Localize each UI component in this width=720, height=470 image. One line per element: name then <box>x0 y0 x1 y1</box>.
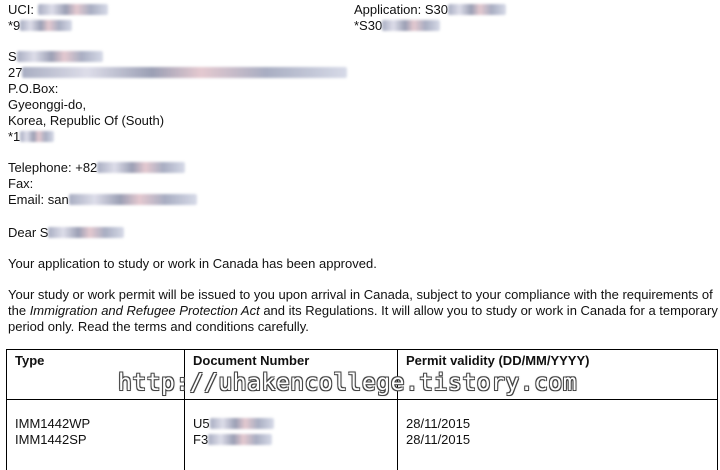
validity-wp: 28/11/2015 <box>406 416 471 431</box>
greeting-text: Dear S <box>8 225 49 240</box>
address-name: S <box>8 49 17 64</box>
redacted-greeting-name <box>48 227 124 238</box>
blog-watermark: http://uhakencollege.tistory.com <box>118 370 578 396</box>
permit-table <box>6 349 718 470</box>
types-cell <box>7 400 185 470</box>
uci-starred: *9 <box>8 18 21 33</box>
mailing-address <box>8 49 347 145</box>
redacted-street <box>22 67 347 78</box>
doc-number-sp: F3 <box>193 432 209 447</box>
redacted-doc-number-sp <box>208 434 272 445</box>
redacted-postal <box>20 131 54 142</box>
address-province: Gyeonggi-do, <box>8 97 87 112</box>
contact-block <box>8 160 197 208</box>
address-country: Korea, Republic Of (South) <box>8 113 165 128</box>
application-starred: *S30 <box>354 18 383 33</box>
approval-paragraph: Your application to study or work in Canada has been approved. <box>8 256 377 271</box>
redacted-application-starred <box>382 20 440 31</box>
application-block <box>354 2 506 34</box>
redacted-uci <box>38 4 108 15</box>
validity-sp: 28/11/2015 <box>406 432 471 447</box>
redacted-name <box>17 51 103 62</box>
address-street: 27 <box>8 65 23 80</box>
header-type: Type <box>7 350 185 400</box>
header-permit-validity: Permit validity (DD/MM/YYYY) <box>398 350 718 400</box>
redacted-doc-number-wp <box>210 418 274 429</box>
uci-label: UCI: <box>8 2 34 17</box>
conditions-paragraph <box>8 287 718 335</box>
redacted-telephone <box>97 162 185 173</box>
act-name: Immigration and Refugee Protection Act <box>29 303 260 318</box>
doc-number-wp: U5 <box>193 416 210 431</box>
address-po-box: P.O.Box: <box>8 81 59 96</box>
redacted-uci-starred <box>20 20 72 31</box>
header-document-number: Document Number <box>185 350 398 400</box>
type-sp: IMM1442SP <box>15 432 87 447</box>
type-wp: IMM1442WP <box>15 416 91 431</box>
telephone: Telephone: +82 <box>8 160 98 175</box>
conditions-text-2: and its Regulations. It will allow you to study or work in Canada for a temporary period only. Read the terms and conditions carefully. <box>8 303 718 334</box>
validity-cell <box>398 400 718 470</box>
redacted-application <box>448 4 506 15</box>
address-postal: *1 <box>8 129 21 144</box>
fax: Fax: <box>8 176 34 191</box>
permit-table-body <box>7 400 718 470</box>
redacted-email <box>69 194 197 205</box>
document-numbers-cell <box>185 400 398 470</box>
application-label: Application: S30 <box>354 2 448 17</box>
uci-block <box>8 2 108 34</box>
greeting <box>8 225 124 241</box>
email: Email: san <box>8 192 69 207</box>
conditions-text-1: Your study or work permit will be issued to you upon arrival in Canada, subject to your compliance with the requirements of the <box>8 287 713 318</box>
